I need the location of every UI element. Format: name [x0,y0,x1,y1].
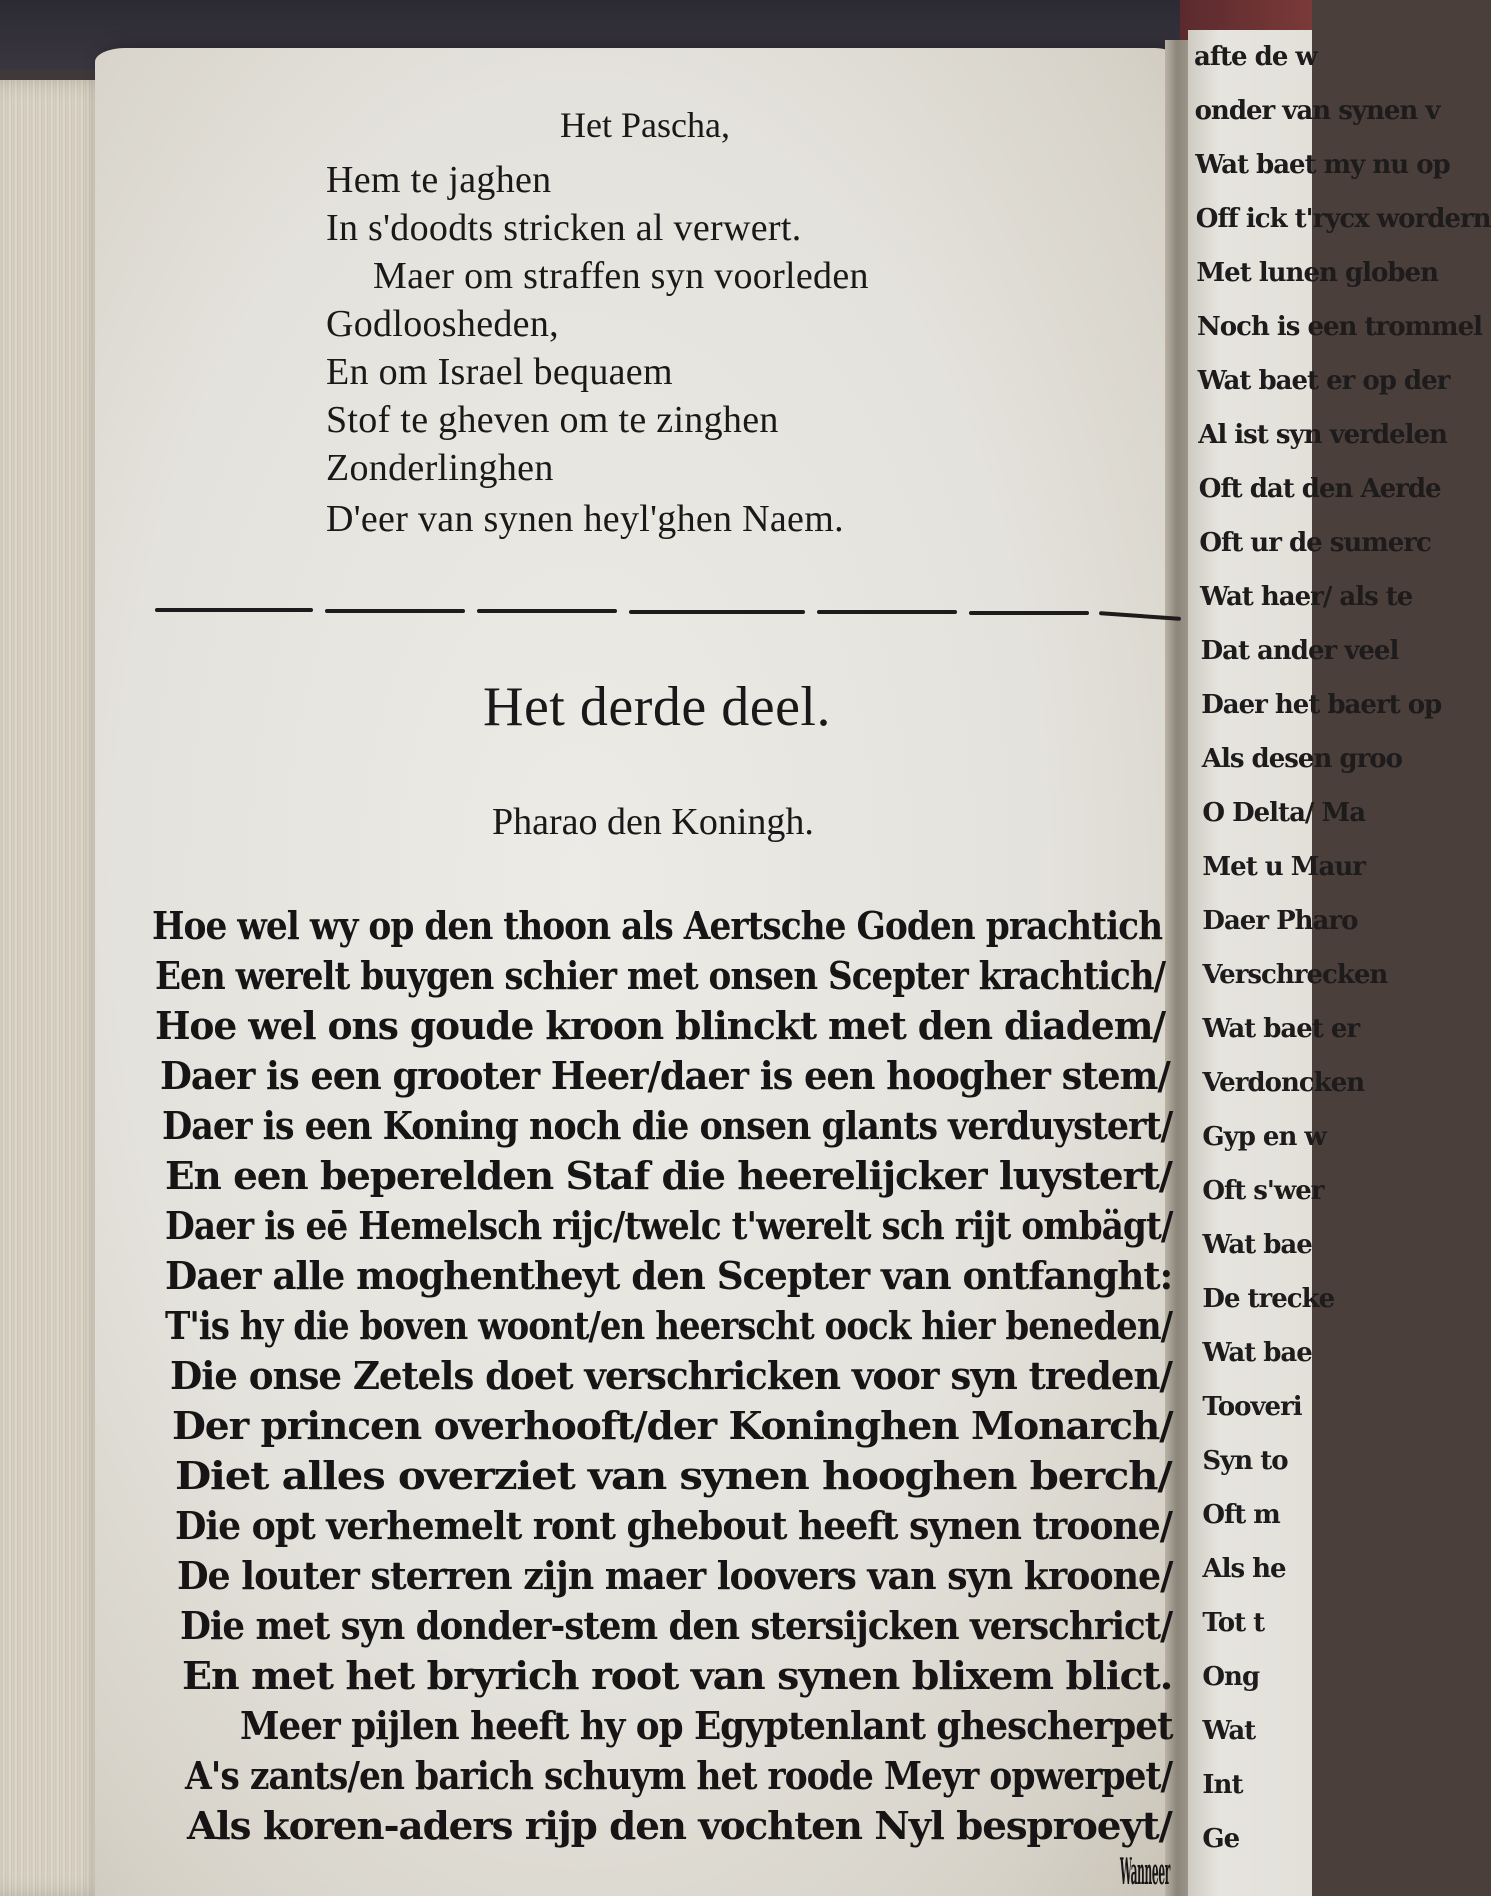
stanza-line: En om Israel bequaem [326,351,673,393]
verse-line: Daer alle moghentheyt den Scepter van ontfanght: [165,1253,1173,1298]
facing-page-line: Als desen groo [1201,744,1402,774]
facing-page-line: Tooveri [1202,1392,1302,1422]
verse-line: En een beperelden Staf die heerelijcker luystert/ [165,1153,1172,1198]
catchword: Wanneer [1120,1851,1171,1893]
facing-page-line: Wat baet er [1202,1014,1360,1044]
running-head: Het Pascha, [560,105,730,145]
facing-page-line: O Delta/ Ma [1202,798,1366,828]
page-stack-edge [0,80,110,1896]
facing-page-line: De trecke [1202,1284,1335,1314]
stanza-line: Stof te gheven om te zinghen [326,399,779,441]
facing-page-line: Oft s'wer [1202,1176,1324,1206]
facing-page-line: Oft ur de sumerc [1199,528,1431,558]
facing-page-line: Verschrecken [1202,960,1388,990]
section-divider-rule [155,596,1185,636]
verse-line: Der princen overhooft/der Koninghen Monarch/ [172,1403,1173,1448]
facing-page-line: Noch is een trommel [1197,312,1482,342]
stanza-line: In s'doodts stricken al verwert. [326,207,802,249]
facing-page-line: Wat bae [1202,1230,1312,1260]
verse-line: Diet alles overziet van synen hooghen berch/ [175,1453,1172,1498]
facing-page-line: Wat baet my nu op [1195,150,1450,180]
facing-page-line: Syn to [1202,1446,1288,1476]
facing-page-line: Off ick t'rycx wordern [1195,204,1491,234]
facing-page-line: Verdoncken [1202,1068,1365,1098]
facing-page-line: Daer het baert op [1201,690,1442,720]
verse-line: Een werelt buygen schier met onsen Scepter krachtich/ [155,953,1166,998]
facing-page-line: Als he [1202,1554,1286,1584]
verse-line: Hoe wel ons goude kroon blinckt met den diadem/ [155,1003,1166,1048]
facing-page-line: Int [1202,1770,1243,1800]
stanza-line: Hem te jaghen [326,159,552,201]
stanza-line: Godloosheden, [326,303,559,345]
facing-page [1188,30,1491,1896]
facing-page-line: Gyp en w [1202,1122,1326,1152]
speaker-heading: Pharao den Koningh. [492,801,814,843]
verse-line: Die opt verhemelt ront ghebout heeft synen troone/ [175,1503,1172,1548]
verse-line: Hoe wel wy op den thoon als Aertsche Goden prachtich [152,903,1163,948]
verse-line: Meer pijlen heeft hy op Egyptenlant ghescherpet [240,1703,1173,1748]
facing-page-line: afte de w [1194,42,1317,72]
facing-page-line: Met u Maur [1202,852,1365,882]
verse-line: Daer is eē Hemelsch rijc/twelc t'werelt sch rijt ombägt/ [165,1203,1173,1248]
facing-page-line: Wat bae [1202,1338,1312,1368]
verse-line: T'is hy die boven woont/en heerscht oock hier beneden/ [165,1303,1173,1348]
facing-page-line: Daer Pharo [1202,906,1358,936]
verse-line: Daer is een Koning noch die onsen glants verduystert/ [162,1103,1173,1148]
verse-line: Daer is een grooter Heer/daer is een hoogher stem/ [160,1053,1170,1098]
section-title: Het derde deel. [483,676,831,738]
facing-page-line: Oft dat den Aerde [1198,474,1441,504]
facing-page-line: Al ist syn verdelen [1198,420,1447,450]
verse-line: Als koren-aders rijp den vochten Nyl besproeyt/ [187,1803,1172,1848]
verse-line: En met het bryrich root van synen blixem blict. [182,1653,1173,1698]
facing-page-line: Met lunen globen [1196,258,1438,288]
verse-line: Die onse Zetels doet verschricken voor syn treden/ [170,1353,1172,1398]
facing-page-line: Tot t [1202,1608,1265,1638]
stanza-line: Zonderlinghen [326,447,554,489]
facing-page-line: Dat ander veel [1200,636,1399,666]
verse-line: A's zants/en barich schuym het roode Meyr opwerpet/ [185,1753,1173,1798]
facing-page-line: Wat haer/ als te [1200,582,1413,612]
facing-page-line: Oft m [1202,1500,1280,1530]
facing-page-line: onder van synen v [1194,96,1440,126]
stanza-line: Maer om straffen syn voorleden [373,255,869,297]
facing-page-line: Ge [1202,1824,1240,1854]
verse-line: Die met syn donder-stem den stersijcken verschrict/ [180,1603,1173,1648]
facing-page-line: Wat [1202,1716,1256,1746]
facing-page-line: Ong [1202,1662,1260,1692]
verse-line: De louter sterren zijn maer loovers van syn kroone/ [177,1553,1173,1598]
facing-page-line: Wat baet er op der [1197,366,1450,396]
stanza-line: D'eer van synen heyl'ghen Naem. [326,498,844,540]
